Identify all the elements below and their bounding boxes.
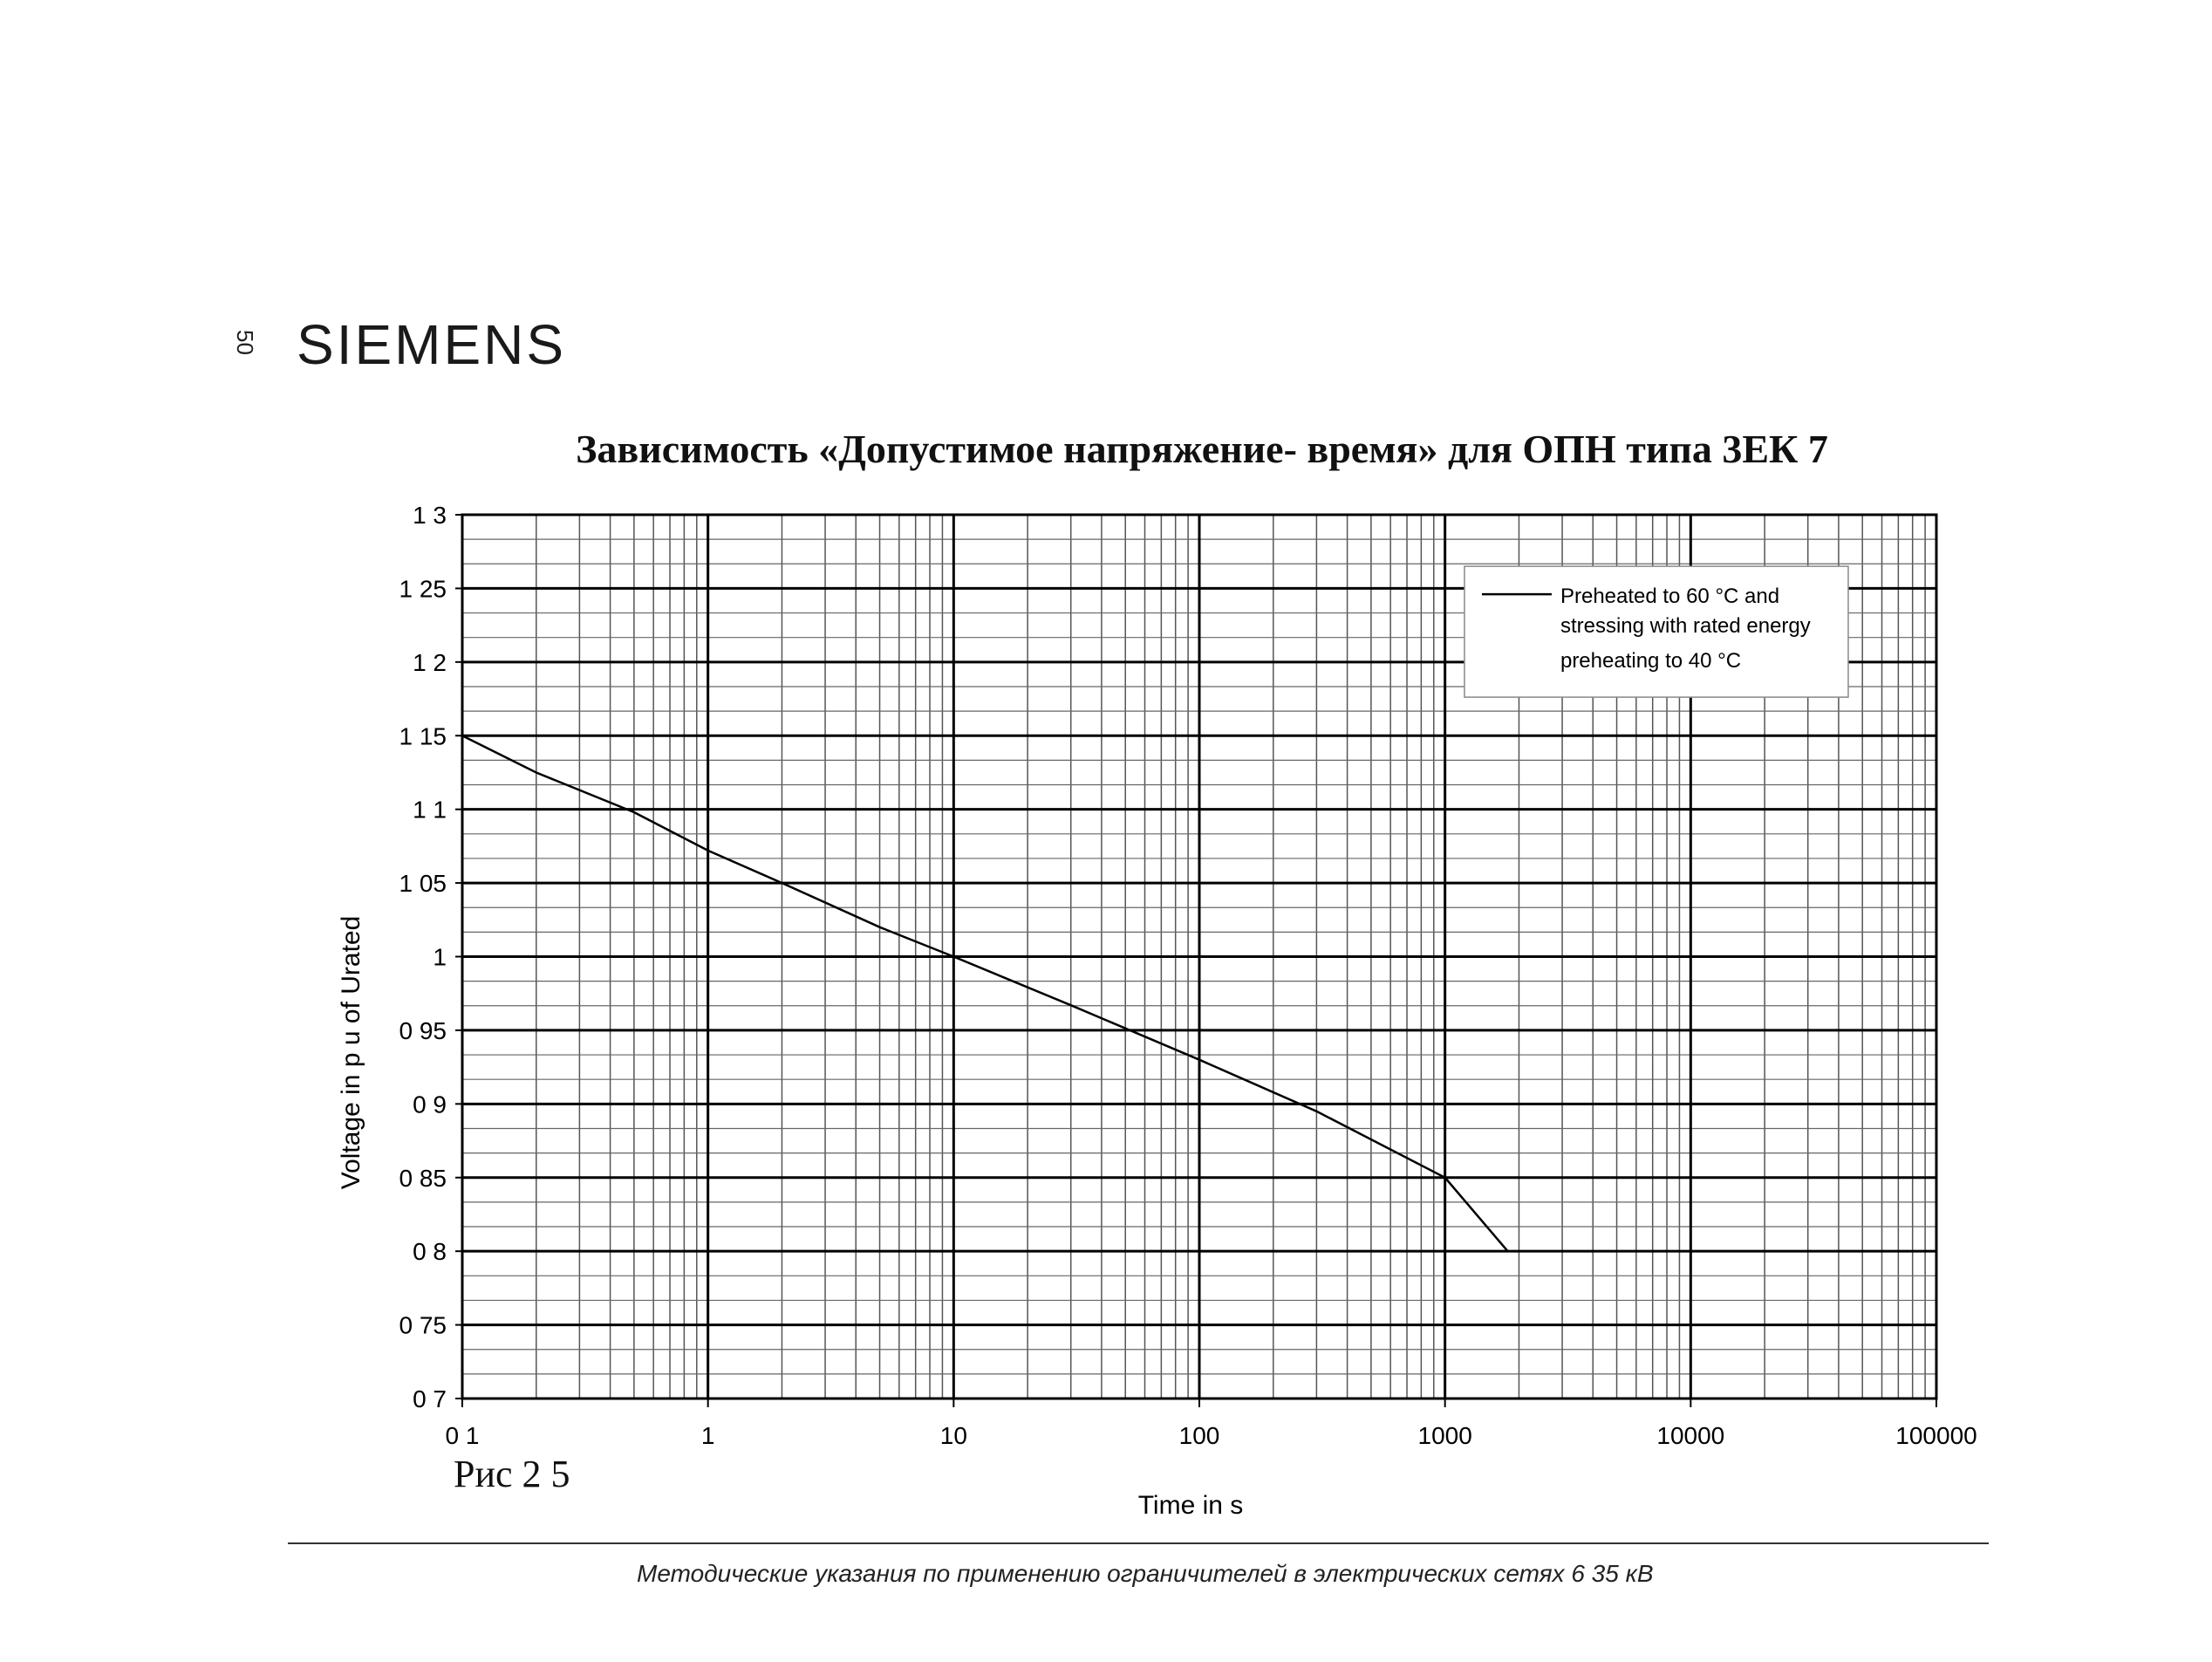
page-number: 50 <box>232 330 258 355</box>
y-tick-label: 0 9 <box>413 1091 447 1118</box>
y-tick-label: 1 <box>433 943 447 971</box>
x-axis-ticks <box>446 1399 1977 1449</box>
x-tick-label: 0 1 <box>445 1422 480 1449</box>
y-tick-label: 0 95 <box>399 1016 447 1044</box>
y-tick-label: 0 75 <box>399 1311 447 1339</box>
y-tick-label: 0 7 <box>413 1385 447 1412</box>
x-tick-label: 1000 <box>1417 1422 1472 1449</box>
figure-label: Рис 2 5 <box>454 1453 570 1495</box>
y-tick-label: 1 1 <box>413 796 447 824</box>
y-axis-ticks <box>399 502 463 1412</box>
y-tick-label: 1 2 <box>413 648 447 676</box>
x-tick-label: 100 <box>1178 1422 1220 1449</box>
legend-entry-continued: stressing with rated energy <box>1560 614 1811 639</box>
y-tick-label: 1 05 <box>399 870 447 898</box>
chart-title: Зависимость «Допустимое напряжение- время» для ОПН типа 3ЕК 7 <box>576 427 1828 471</box>
y-tick-label: 1 3 <box>413 502 447 529</box>
x-tick-label: 10000 <box>1656 1422 1725 1449</box>
legend-entry: Preheated to 60 °C and <box>1560 585 1780 609</box>
series-layer <box>462 735 1508 1251</box>
legend <box>1464 566 1848 697</box>
y-tick-label: 1 15 <box>399 722 447 750</box>
y-tick-label: 0 85 <box>399 1164 447 1192</box>
y-tick-label: 1 25 <box>399 575 447 603</box>
siemens-logo: SIEMENS <box>297 313 567 376</box>
x-axis-label: Time in s <box>1137 1491 1244 1520</box>
y-tick-label: 0 8 <box>413 1238 447 1266</box>
y-axis-label: Voltage in p u of Urated <box>337 915 365 1190</box>
legend-entry: preheating to 40 °C <box>1560 649 1742 674</box>
footer-rule <box>288 1542 1989 1544</box>
x-tick-label: 1 <box>700 1422 715 1449</box>
x-tick-label: 10 <box>939 1422 967 1449</box>
x-tick-label: 100000 <box>1895 1422 1977 1449</box>
series-line <box>462 735 1508 1251</box>
footer-text: Методические указания по применению ограничителей в электрических сетях 6 35 кВ <box>637 1560 1654 1587</box>
